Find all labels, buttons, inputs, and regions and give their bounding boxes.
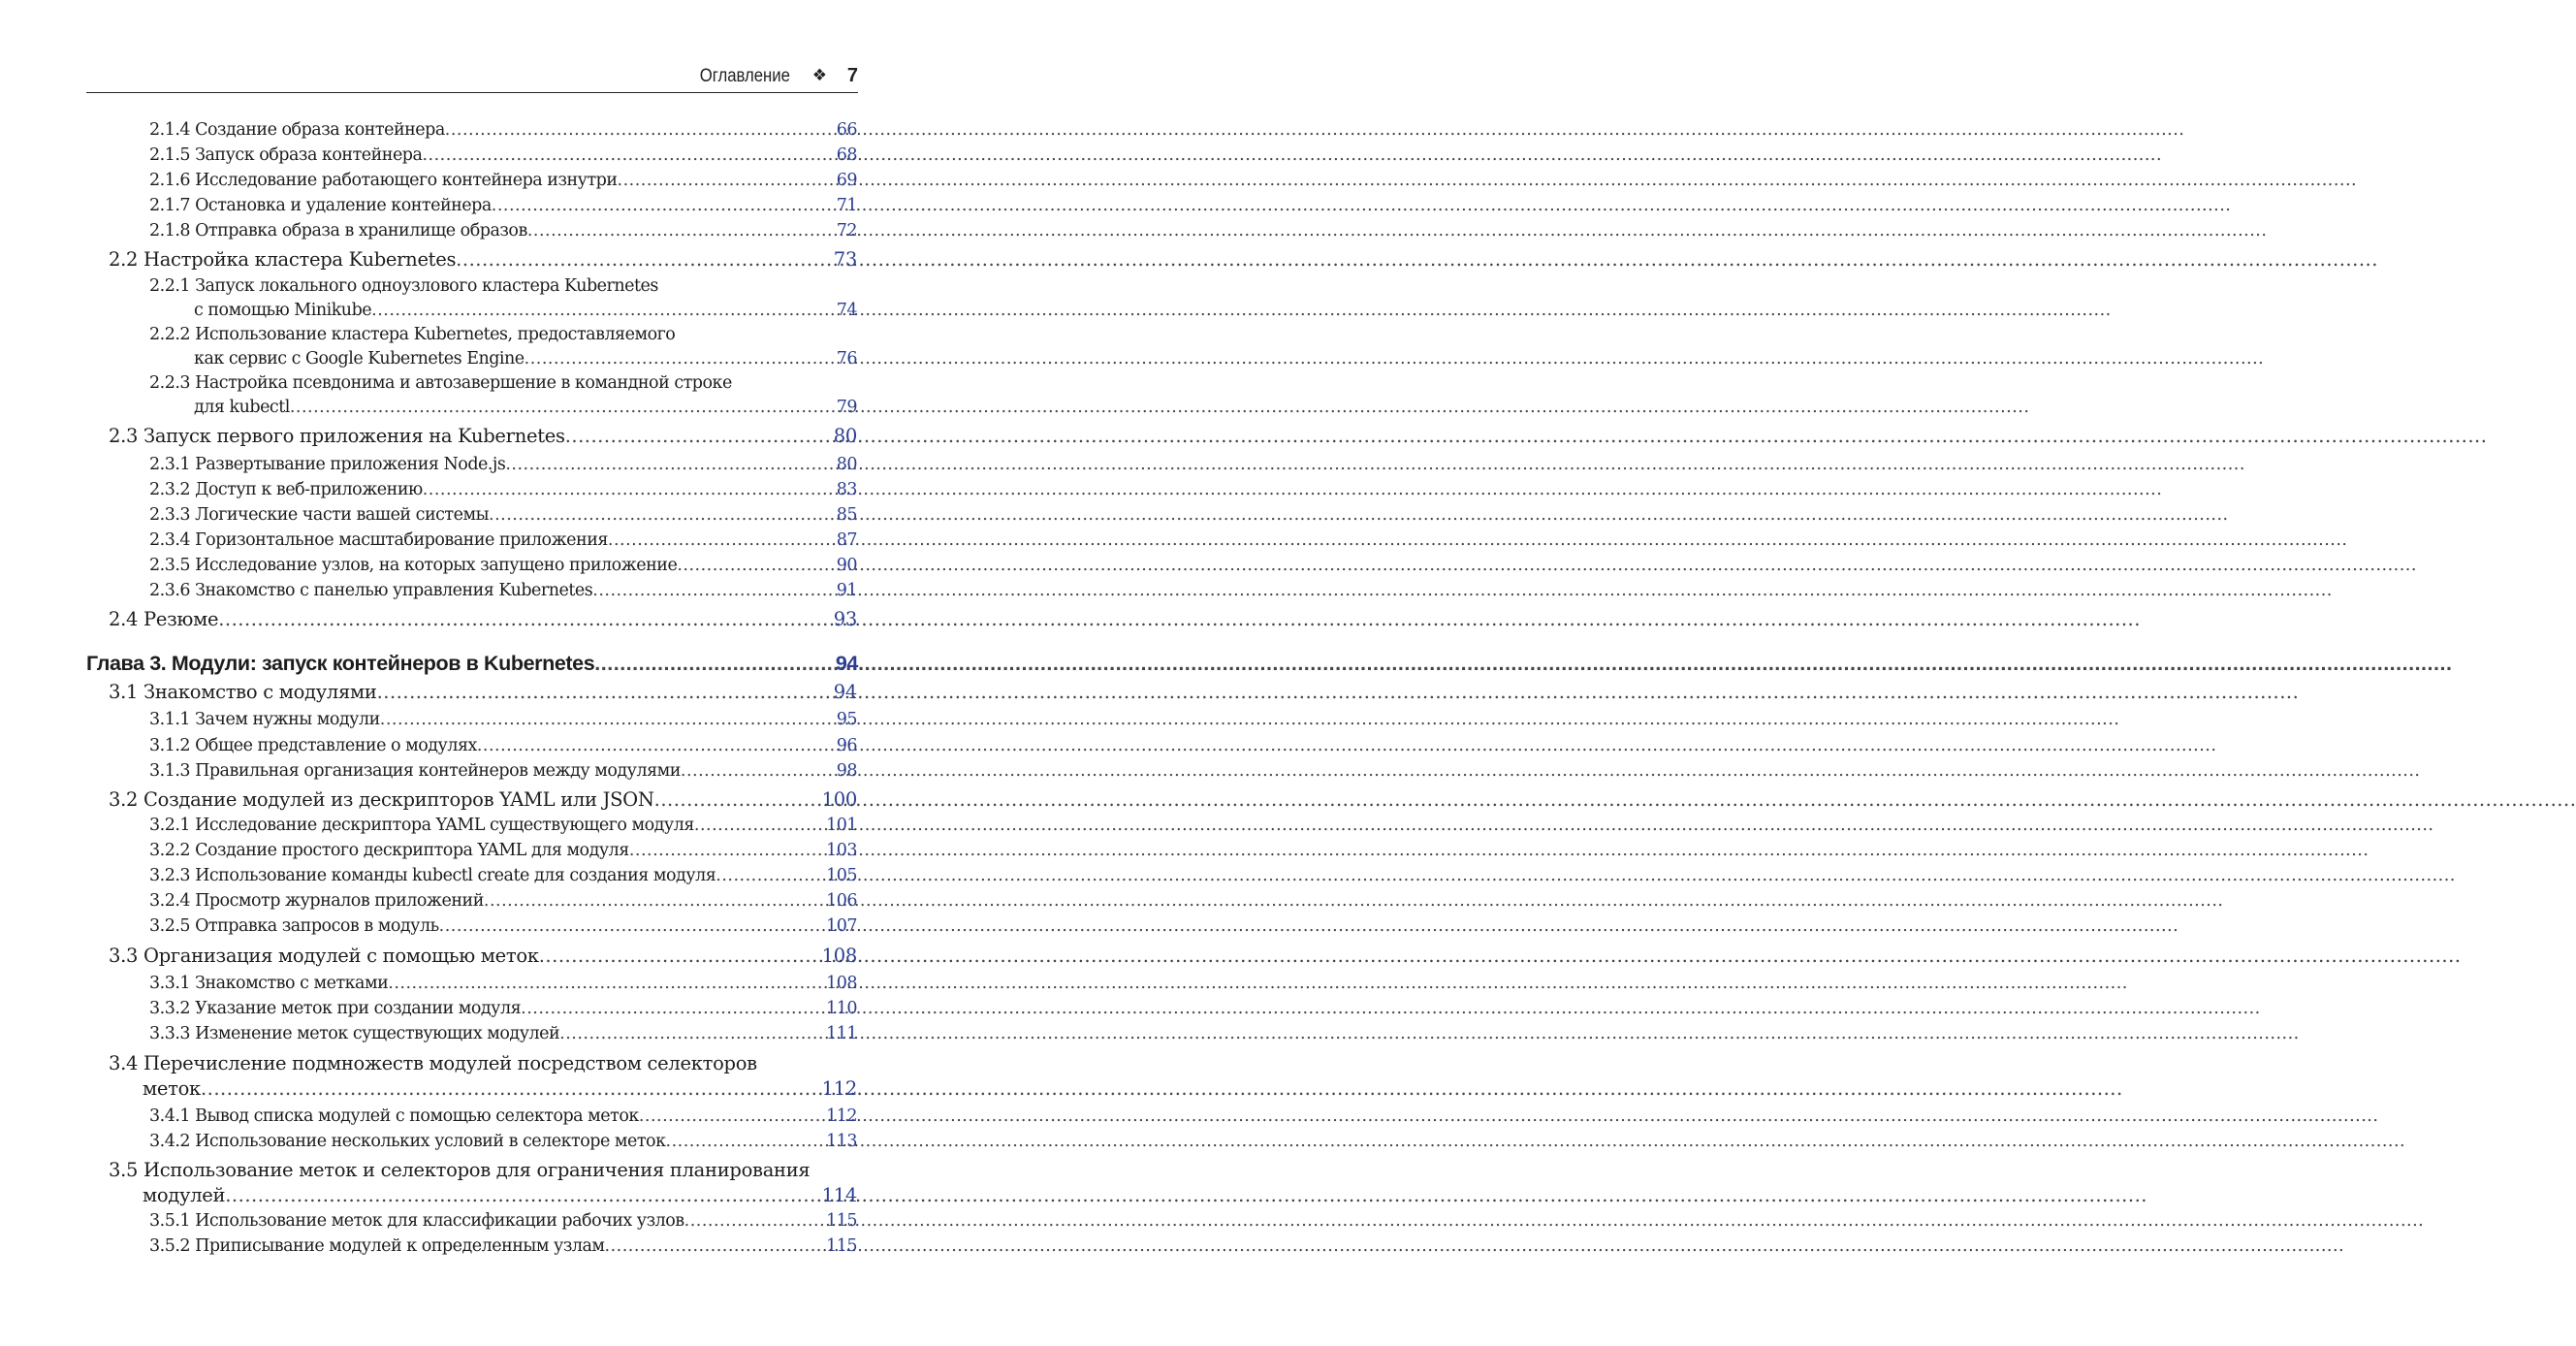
toc-entry-3-2-5[interactable] — [149, 916, 857, 936]
toc-section-title: 3.2 Создание модулей из дескрипторов YAML или JSON — [109, 788, 654, 811]
leader-dots — [618, 171, 835, 190]
toc-entry-title: 3.1.3 Правильная организация контейнеров между модулями — [149, 761, 681, 781]
toc-entry-title: 3.1.1 Зачем нужны модули — [149, 710, 380, 729]
toc-entry-3-5-2[interactable] — [149, 1236, 857, 1256]
toc-entry-title: 3.2.5 Отправка запросов в модуль — [149, 916, 439, 936]
toc-section-2-3[interactable] — [109, 425, 857, 447]
toc-section-3-5-line1[interactable]: 3.5 Использование меток и селекторов для ограничения планирования — [109, 1159, 811, 1181]
toc-entry-2-3-3[interactable] — [149, 505, 857, 525]
toc-section-3-1[interactable] — [109, 681, 857, 703]
toc-page-link[interactable]: 91 — [836, 581, 857, 600]
toc-chapter-3[interactable] — [86, 652, 858, 676]
running-header-title: Оглавление — [699, 66, 790, 86]
toc-entry-title: 3.3.2 Указание меток при создании модуля — [149, 999, 522, 1018]
leader-dots — [521, 999, 824, 1018]
toc-entry-3-3-3[interactable] — [149, 1024, 857, 1043]
toc-page-link[interactable]: 80 — [836, 455, 857, 474]
leader-dots — [527, 221, 835, 240]
toc-entry-title: 2.1.6 Исследование работающего контейнера изнутри — [149, 171, 618, 190]
toc-section-3-3[interactable] — [109, 945, 857, 967]
leader-dots — [559, 1024, 824, 1043]
toc-section-2-4[interactable] — [109, 608, 857, 630]
toc-page-link[interactable]: 95 — [836, 710, 857, 729]
toc-page-link[interactable]: 115 — [826, 1236, 857, 1256]
toc-entry-3-2-2[interactable] — [149, 841, 857, 860]
toc-page-link[interactable]: 74 — [836, 301, 857, 320]
leader-dots — [201, 1077, 820, 1100]
toc-entry-title: 2.3.3 Логические части вашей системы — [149, 505, 490, 525]
toc-section-title: 3.1 Знакомство с модулями — [109, 681, 377, 703]
toc-entry-2-1-8[interactable] — [149, 221, 857, 240]
leader-dots — [716, 866, 824, 885]
leader-dots — [456, 248, 832, 271]
toc-entry-3-4-1[interactable] — [149, 1106, 857, 1126]
toc-entry-2-1-6[interactable] — [149, 171, 857, 190]
toc-page-link[interactable]: 66 — [836, 120, 857, 140]
leader-dots — [684, 1211, 824, 1231]
leader-dots — [525, 349, 835, 369]
toc-page-link[interactable]: 93 — [833, 608, 857, 630]
toc-entry-3-1-1[interactable] — [149, 710, 857, 729]
leader-dots — [422, 145, 834, 165]
leader-dots — [565, 425, 832, 447]
leader-dots — [377, 681, 832, 703]
leader-dots — [484, 891, 824, 911]
toc-entry-2-3-5[interactable] — [149, 556, 857, 575]
toc-page-link[interactable]: 80 — [833, 425, 857, 447]
toc-page-link[interactable]: 100 — [821, 788, 857, 811]
toc-section-3-5[interactable] — [143, 1184, 857, 1206]
toc-entry-3-1-3[interactable] — [149, 761, 857, 781]
toc-page-link[interactable]: 107 — [826, 916, 857, 936]
toc-chapter-title: Глава 3. Модули: запуск контейнеров в Kubernetes — [86, 652, 595, 675]
leader-dots — [380, 710, 835, 729]
toc-entry-title: 3.2.2 Создание простого дескриптора YAML для модуля — [149, 841, 629, 860]
toc-page-link[interactable]: 73 — [833, 248, 857, 271]
leader-dots — [489, 505, 835, 525]
book-page — [0, 0, 945, 1346]
toc-page-link[interactable]: 103 — [826, 841, 857, 860]
leader-dots — [677, 556, 834, 575]
toc-entry-2-3-2[interactable] — [149, 480, 857, 499]
toc-entry-title: 2.3.1 Развертывание приложения Node.js — [149, 455, 506, 474]
ornament-icon: ❖ — [811, 66, 827, 85]
leader-dots — [681, 761, 835, 781]
toc-entry-title: 2.1.4 Создание образа контейнера — [149, 120, 445, 140]
toc-entry-3-3-1[interactable] — [149, 974, 857, 993]
toc-entry-title: 3.1.2 Общее представление о модулях — [149, 736, 477, 755]
leader-dots — [477, 736, 835, 755]
toc-page-link[interactable]: 98 — [836, 761, 857, 781]
toc-page-link[interactable]: 113 — [826, 1132, 857, 1151]
toc-page-link[interactable]: 83 — [836, 480, 857, 499]
toc-entry-2-1-5[interactable] — [149, 145, 857, 165]
toc-page-link[interactable]: 114 — [821, 1184, 857, 1206]
toc-entry-title: 3.2.1 Исследование дескриптора YAML существующего модуля — [149, 816, 694, 835]
leader-dots — [423, 480, 835, 499]
toc-page-link[interactable]: 105 — [826, 866, 857, 885]
leader-dots — [608, 530, 835, 550]
running-header — [86, 64, 858, 93]
leader-dots — [505, 455, 834, 474]
toc-entry-2-2-2-line1[interactable]: 2.2.2 Использование кластера Kubernetes, предоставляемого — [149, 325, 676, 344]
leader-dots — [666, 1132, 825, 1151]
toc-entry-title: 2.1.5 Запуск образа контейнера — [149, 145, 423, 165]
toc-entry-title: 3.2.3 Использование команды kubectl create для создания модуля — [149, 866, 716, 885]
toc-page-link[interactable]: 94 — [833, 681, 857, 703]
toc-entry-title: 3.2.4 Просмотр журналов приложений — [149, 891, 484, 911]
leader-dots — [445, 120, 835, 140]
toc-entry-title: 3.5.1 Использование меток для классификации рабочих узлов — [149, 1211, 684, 1231]
leader-dots — [639, 1106, 824, 1126]
toc-entry-2-3-1[interactable] — [149, 455, 857, 474]
toc-page-link[interactable]: 94 — [835, 652, 858, 675]
toc-page-link[interactable]: 112 — [821, 1077, 857, 1100]
toc-entry-title-cont: как сервис с Google Kubernetes Engine — [194, 349, 525, 369]
toc-entry-title: 2.3.2 Доступ к веб-приложению — [149, 480, 423, 499]
toc-entry-title: 3.4.1 Вывод списка модулей с помощью селектора меток — [149, 1106, 639, 1126]
toc-page-link[interactable]: 106 — [826, 891, 857, 911]
leader-dots — [539, 945, 820, 967]
leader-dots — [629, 841, 824, 860]
toc-entry-2-2-1-line1[interactable]: 2.2.1 Запуск локального одноузлового кластера Kubernetes — [149, 276, 658, 296]
toc-entry-title: 2.1.7 Остановка и удаление контейнера — [149, 196, 492, 215]
leader-dots — [492, 196, 835, 215]
toc-entry-title: 3.3.1 Знакомство с метками — [149, 974, 389, 993]
toc-entry-3-2-1[interactable] — [149, 816, 857, 835]
toc-entry-title: 3.5.2 Приписывание модулей к определенным узлам — [149, 1236, 605, 1256]
toc-page-link[interactable]: 101 — [826, 816, 857, 835]
toc-entry-title: 3.4.2 Использование нескольких условий в селекторе меток — [149, 1132, 666, 1151]
toc-entry-title-cont: для kubectl — [194, 398, 290, 417]
toc-section-3-4[interactable] — [143, 1077, 857, 1100]
toc-page-link[interactable]: 79 — [836, 398, 857, 417]
toc-entry-title: 2.3.5 Исследование узлов, на которых запущено приложение — [149, 556, 678, 575]
toc-entry-3-2-3[interactable] — [149, 866, 857, 885]
toc-entry-3-2-4[interactable] — [149, 891, 857, 911]
toc-section-2-2[interactable] — [109, 248, 857, 271]
toc-entry-2-2-1[interactable] — [194, 301, 857, 320]
toc-entry-3-1-2[interactable] — [149, 736, 857, 755]
toc-page-link[interactable]: 108 — [821, 945, 857, 967]
leader-dots — [218, 608, 832, 630]
toc-page-link[interactable]: 72 — [836, 221, 857, 240]
toc-page-link[interactable]: 69 — [836, 171, 857, 190]
toc-page-link[interactable]: 87 — [836, 530, 857, 550]
toc-entry-title: 3.3.3 Изменение меток существующих модулей — [149, 1024, 560, 1043]
toc-entry-2-1-4[interactable] — [149, 120, 857, 140]
leader-dots — [694, 816, 824, 835]
toc-section-3-2[interactable] — [109, 788, 857, 811]
page-number: 7 — [846, 65, 858, 86]
toc-page-link[interactable]: 115 — [826, 1211, 857, 1231]
toc-page-link[interactable]: 111 — [826, 1024, 857, 1043]
toc-page-link[interactable]: 85 — [836, 505, 857, 525]
toc-section-title: 3.3 Организация модулей с помощью меток — [109, 945, 539, 967]
toc-entry-title: 2.1.8 Отправка образа в хранилище образов — [149, 221, 527, 240]
toc-entry-3-3-2[interactable] — [149, 999, 857, 1018]
toc-entry-2-2-2[interactable] — [194, 349, 857, 369]
toc-entry-3-5-1[interactable] — [149, 1211, 857, 1231]
leader-dots — [371, 301, 835, 320]
toc-page-link[interactable]: 71 — [836, 196, 857, 215]
toc-entry-2-2-3-line1[interactable]: 2.2.3 Настройка псевдонима и автозавершение в командной строке — [149, 373, 732, 393]
toc-entry-title-cont: с помощью Minikube — [194, 301, 372, 320]
toc-page-link[interactable]: 68 — [836, 145, 857, 165]
leader-dots — [388, 974, 824, 993]
toc-entry-2-1-7[interactable] — [149, 196, 857, 215]
toc-page-link[interactable]: 108 — [826, 974, 857, 993]
toc-entry-2-3-6[interactable] — [149, 581, 857, 600]
toc-section-title-cont: меток — [143, 1077, 201, 1100]
toc-page-link[interactable]: 90 — [836, 556, 857, 575]
toc-page-link[interactable]: 76 — [836, 349, 857, 369]
leader-dots — [654, 788, 820, 811]
toc-section-title: 2.3 Запуск первого приложения на Kubernetes — [109, 425, 565, 447]
toc-page-link[interactable]: 96 — [836, 736, 857, 755]
toc-entry-title: 2.3.6 Знакомство с панелью управления Kubernetes — [149, 581, 593, 600]
toc-section-3-4-line1[interactable]: 3.4 Перечисление подмножеств модулей посредством селекторов — [109, 1052, 757, 1074]
toc-entry-2-2-3[interactable] — [194, 398, 857, 417]
toc-entry-title: 2.3.4 Горизонтальное масштабирование приложения — [149, 530, 608, 550]
leader-dots — [225, 1184, 819, 1206]
toc-entry-2-3-4[interactable] — [149, 530, 857, 550]
toc-section-title: 2.4 Резюме — [109, 608, 219, 630]
leader-dots — [592, 581, 834, 600]
toc-entry-3-4-2[interactable] — [149, 1132, 857, 1151]
toc-page-link[interactable]: 112 — [826, 1106, 857, 1126]
leader-dots — [605, 1236, 825, 1256]
toc-page-link[interactable]: 110 — [826, 999, 857, 1018]
leader-dots — [594, 652, 834, 676]
toc-section-title-cont: модулей — [143, 1184, 226, 1206]
leader-dots — [439, 916, 824, 936]
leader-dots — [290, 398, 835, 417]
toc-section-title: 2.2 Настройка кластера Kubernetes — [109, 248, 457, 271]
